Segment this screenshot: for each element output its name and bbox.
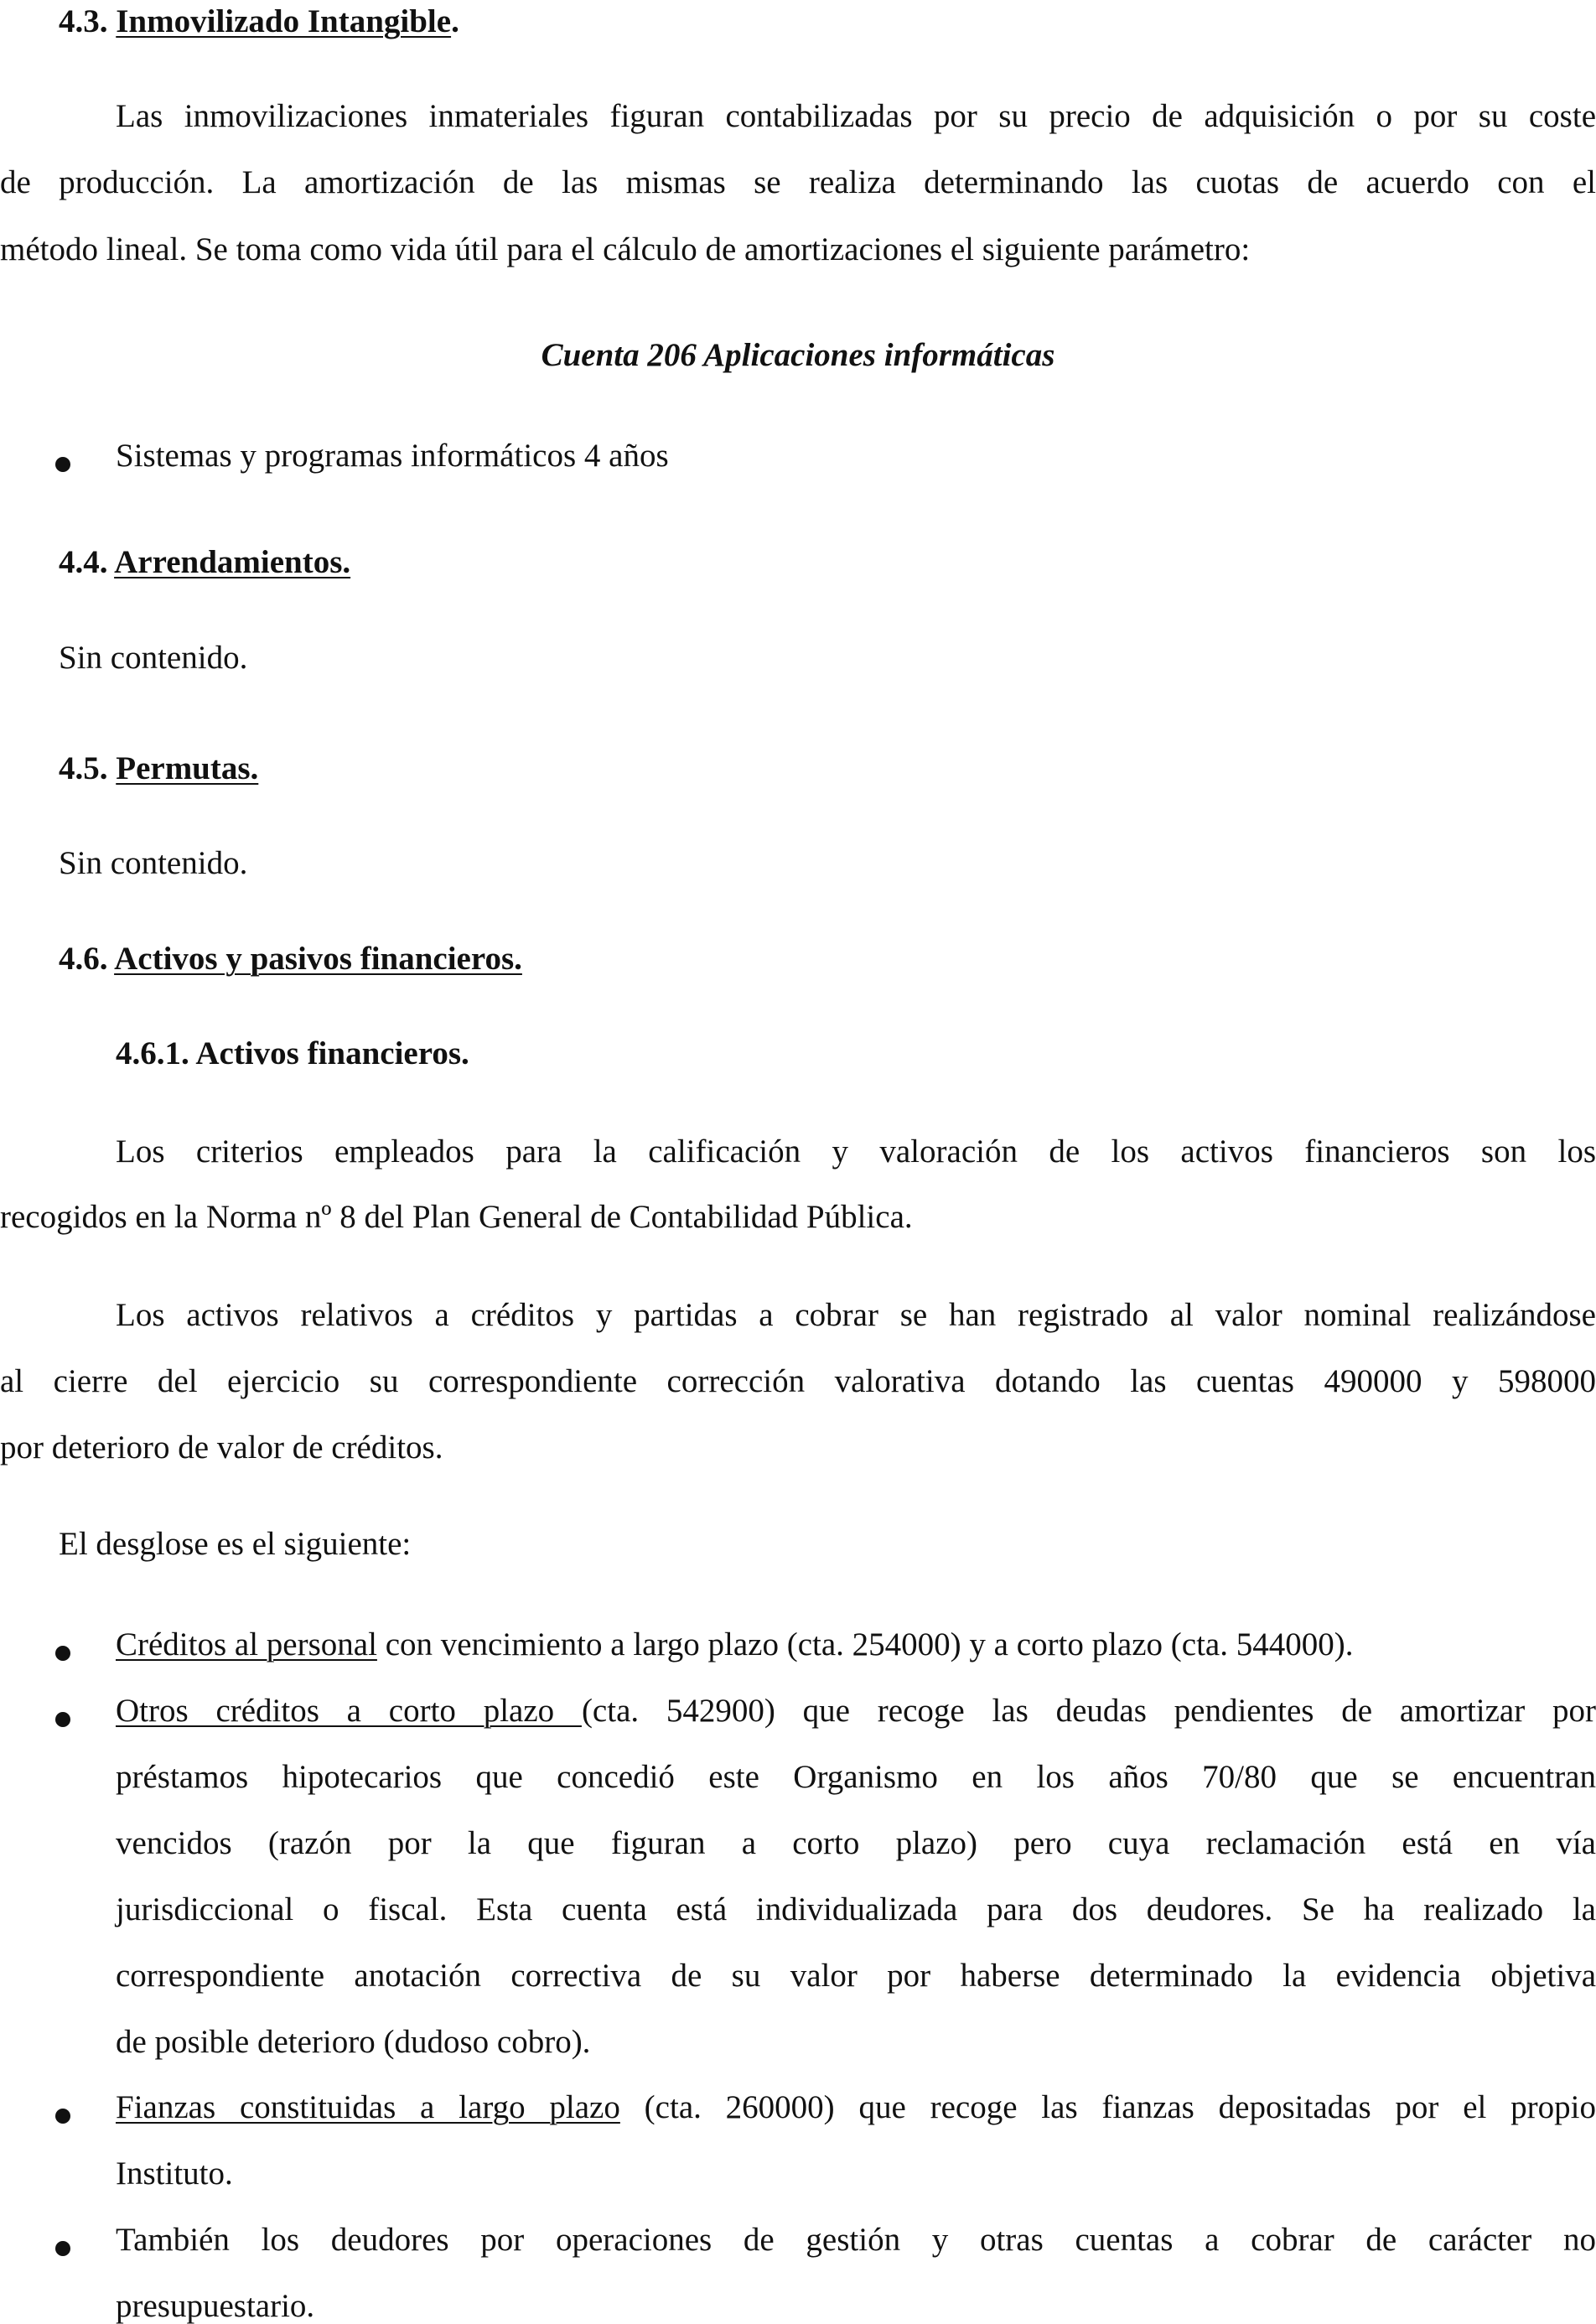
list-item-line: jurisdiccional o fiscal. Esta cuenta está individualizada para dos deudores. Se ha realizado la bbox=[116, 1891, 1596, 1927]
bullet-icon bbox=[55, 1712, 70, 1727]
section-number: 4.4. bbox=[59, 544, 108, 580]
paragraph-line: Los activos relativos a créditos y partidas a cobrar se han registrado al valor nominal realizándose bbox=[116, 1297, 1596, 1333]
paragraph-line: al cierre del ejercicio su correspondiente corrección valorativa dotando las cuentas 490000 y 598000 bbox=[0, 1363, 1596, 1399]
list-item-line: correspondiente anotación correctiva de su valor por haberse determinado la evidencia objetiva bbox=[116, 1958, 1596, 1994]
section-title: Permutas. bbox=[116, 750, 259, 786]
section-number: 4.5. bbox=[59, 750, 108, 786]
subsection-heading-4-6-1: 4.6.1. Activos financieros. bbox=[116, 1035, 469, 1071]
section-title: Arrendamientos. bbox=[114, 544, 351, 580]
list-item: Sistemas y programas informáticos 4 años bbox=[116, 438, 669, 474]
section-body: Sin contenido. bbox=[59, 845, 248, 881]
list-item-line: de posible deterioro (dudoso cobro). bbox=[116, 2024, 591, 2060]
section-title: Activos y pasivos financieros. bbox=[114, 941, 522, 977]
list-item-line: Instituto. bbox=[116, 2155, 233, 2192]
section-number: 4.3. bbox=[59, 3, 108, 39]
section-title: Inmovilizado Intangible bbox=[116, 3, 452, 39]
list-item: También los deudores por operaciones de gestión y otras cuentas a cobrar de carácter no bbox=[116, 2222, 1596, 2258]
list-item: Fianzas constituidas a largo plazo (cta. 260000) que recoge las fianzas depositadas por el propio bbox=[116, 2089, 1596, 2125]
bullet-icon bbox=[55, 457, 70, 472]
paragraph-line: recogidos en la Norma nº 8 del Plan General de Contabilidad Pública. bbox=[0, 1199, 913, 1235]
section-heading-4-3: 4.3. Inmovilizado Intangible. bbox=[59, 3, 459, 39]
bullet-icon bbox=[55, 2241, 70, 2256]
list-item-line: vencidos (razón por la que figuran a corto plazo) pero cuya reclamación está en vía bbox=[116, 1825, 1596, 1861]
bullet-icon bbox=[55, 2109, 70, 2124]
section-heading-4-6 bbox=[59, 942, 522, 975]
section-body: Sin contenido. bbox=[59, 640, 248, 676]
paragraph-line: de producción. La amortización de las mismas se realiza determinando las cuotas de acuerdo con el bbox=[0, 164, 1596, 200]
paragraph-line: Las inmovilizaciones inmateriales figuran contabilizadas por su precio de adquisición o por su coste bbox=[116, 98, 1596, 134]
list-item-line: préstamos hipotecarios que concedió este Organismo en los años 70/80 que se encuentran bbox=[116, 1759, 1596, 1795]
list-item-line: presupuestario. bbox=[116, 2288, 315, 2324]
paragraph-line: método lineal. Se toma como vida útil para el cálculo de amortizaciones el siguiente parámetro: bbox=[0, 231, 1251, 267]
list-item: Créditos al personal con vencimiento a largo plazo (cta. 254000) y a corto plazo (cta. 544000). bbox=[116, 1626, 1354, 1663]
section-number: 4.6. bbox=[59, 941, 108, 977]
section-heading-4-4 bbox=[59, 546, 350, 578]
section-heading-4-5 bbox=[59, 752, 258, 785]
paragraph-line: por deterioro de valor de créditos. bbox=[0, 1429, 443, 1465]
bullet-icon bbox=[55, 1646, 70, 1661]
paragraph-line: El desglose es el siguiente: bbox=[59, 1526, 412, 1562]
list-item: Otros créditos a corto plazo (cta. 542900) que recoge las deudas pendientes de amortizar por bbox=[116, 1693, 1596, 1729]
paragraph-line: Los criterios empleados para la calificación y valoración de los activos financieros son los bbox=[116, 1133, 1596, 1170]
account-heading: Cuenta 206 Aplicaciones informáticas bbox=[541, 337, 1055, 373]
